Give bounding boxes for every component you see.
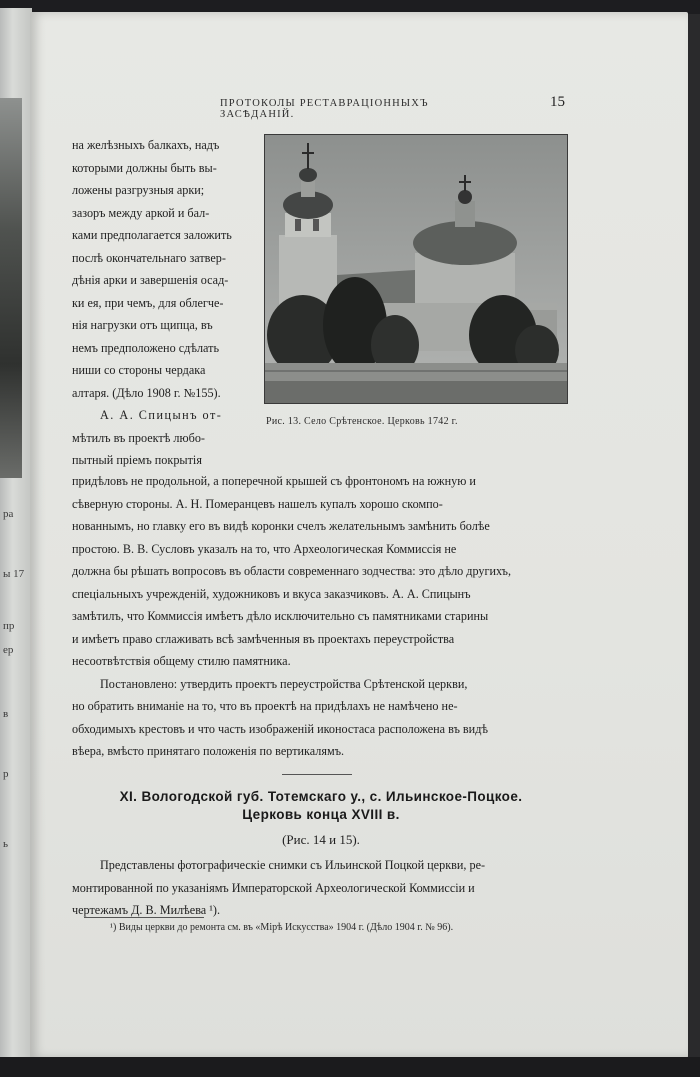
resolution-line: обходимыхъ крестовъ и что часть изображеній иконостаса расположена въ видѣ <box>72 721 489 736</box>
text-line: ки ея, при чемъ, для облегче- <box>72 295 224 310</box>
left-page-photo-fragment <box>0 98 22 478</box>
resolution-line: но обратить вниманіе на то, что въ проектѣ на придѣлахъ не намѣчено не- <box>72 699 458 713</box>
paragraph-after-heading <box>72 854 572 922</box>
left-page-edge <box>0 8 32 1060</box>
text-line: монтированной по указаніямъ Императорской Археологической Коммиссіи и <box>72 880 475 895</box>
running-head: ПРОТОКОЛЫ РЕСТАВРАЦІОННЫХЪ ЗАСѢДАНІЙ. <box>220 98 429 120</box>
page-number: 15 <box>550 94 565 110</box>
resolution-line: вѣера, вмѣсто принятаго положенія по вертикалямъ. <box>72 744 345 758</box>
text-line: ложены разгрузныя арки; <box>72 183 205 197</box>
text-line: мѣтилъ въ проектѣ любо- <box>72 430 205 445</box>
text-line: нія нагрузки отъ щипца, въ <box>72 318 213 332</box>
text-line: дѣнія арки и завершенія осад- <box>72 273 229 287</box>
left-page-fragment: ра <box>3 508 14 520</box>
section-separator <box>282 774 352 775</box>
background-bottom <box>0 1057 700 1077</box>
footnote-rule <box>84 917 204 918</box>
section-heading-line: Церковь конца XVIII в. <box>242 807 400 822</box>
figure-caption: Рис. 13. Село Срѣтенское. Церковь 1742 г. <box>266 416 458 427</box>
paragraph-full-width <box>72 470 572 763</box>
paragraph-narrow-column <box>72 134 257 472</box>
text-line: алтаря. (Дѣло 1908 г. №155). <box>72 385 221 400</box>
section-heading-line: XI. Вологодской губ. Тотемскаго у., с. Ильинское-Поцкое. <box>119 789 523 804</box>
left-page-fragment: р <box>3 768 9 780</box>
figure-reference: (Рис. 14 и 15). <box>282 832 360 847</box>
text-line: Представлены фотографическіе снимки съ Ильинской Поцкой церкви, ре- <box>100 858 486 872</box>
church-photograph <box>264 134 568 404</box>
text-line: А. А. Спицынъ от- <box>100 408 223 422</box>
text-line: на желѣзныхъ балкахъ, надъ <box>72 138 220 152</box>
text-line: сѣверную стороны. А. Н. Померанцевъ нашелъ купалъ хорошо скомпо- <box>72 496 443 511</box>
text-line: нованнымъ, но главку его въ видѣ коронки счелъ желательнымъ замѣнить болѣе <box>72 519 490 533</box>
text-line: замѣтилъ, что Коммиссія имѣетъ дѣло исключительно съ памятниками старины <box>72 609 489 623</box>
section-heading <box>72 788 570 824</box>
book-page <box>30 12 688 1058</box>
text-line: должна бы рѣшать вопросовъ въ области современнаго зодчества: это дѣло другихъ, <box>72 564 512 578</box>
text-line: пытный пріемъ покрытія <box>72 453 202 467</box>
text-line: зазоръ между аркой и бал- <box>72 205 210 220</box>
text-line: немъ предположено сдѣлать <box>72 340 220 355</box>
left-page-fragment: ы 17 <box>3 568 25 580</box>
text-line: спеціальныхъ учрежденій, художниковъ и вкуса заказчиковъ. А. А. Спицынъ <box>72 586 471 601</box>
left-page-fragment: в <box>3 708 9 720</box>
left-page-fragment: пр <box>3 620 15 632</box>
text-line: ниши со стороны чердака <box>72 363 206 377</box>
resolution-line: Постановлено: утвердить проектъ переустройства Срѣтенской церкви, <box>100 676 468 691</box>
text-line: и имѣетъ право сглаживать всѣ замѣченныя въ проектахъ переустройства <box>72 631 455 646</box>
text-line: послѣ окончательнаго затвер- <box>72 250 226 265</box>
text-line: придѣловъ не продольной, а поперечной крышей съ фронтономъ на южную и <box>72 474 476 488</box>
text-line: которыми должны быть вы- <box>72 160 217 175</box>
text-line: ками предполагается заложить <box>72 228 232 242</box>
text-line: чертежамъ Д. В. Милѣева ¹). <box>72 903 221 917</box>
text-line: простою. В. В. Сусловъ указалъ на то, что Археологическая Коммиссія не <box>72 541 457 556</box>
church-photo-illustration <box>265 135 567 403</box>
left-page-fragment: ь <box>3 838 9 850</box>
text-line: несоотвѣтствія общему стилю памятника. <box>72 654 291 668</box>
footnote: ¹) Виды церкви до ремонта см. въ «Мірѣ Искусства» 1904 г. (Дѣло 1904 г. № 96). <box>110 922 454 933</box>
left-page-fragment: ер <box>3 644 14 656</box>
